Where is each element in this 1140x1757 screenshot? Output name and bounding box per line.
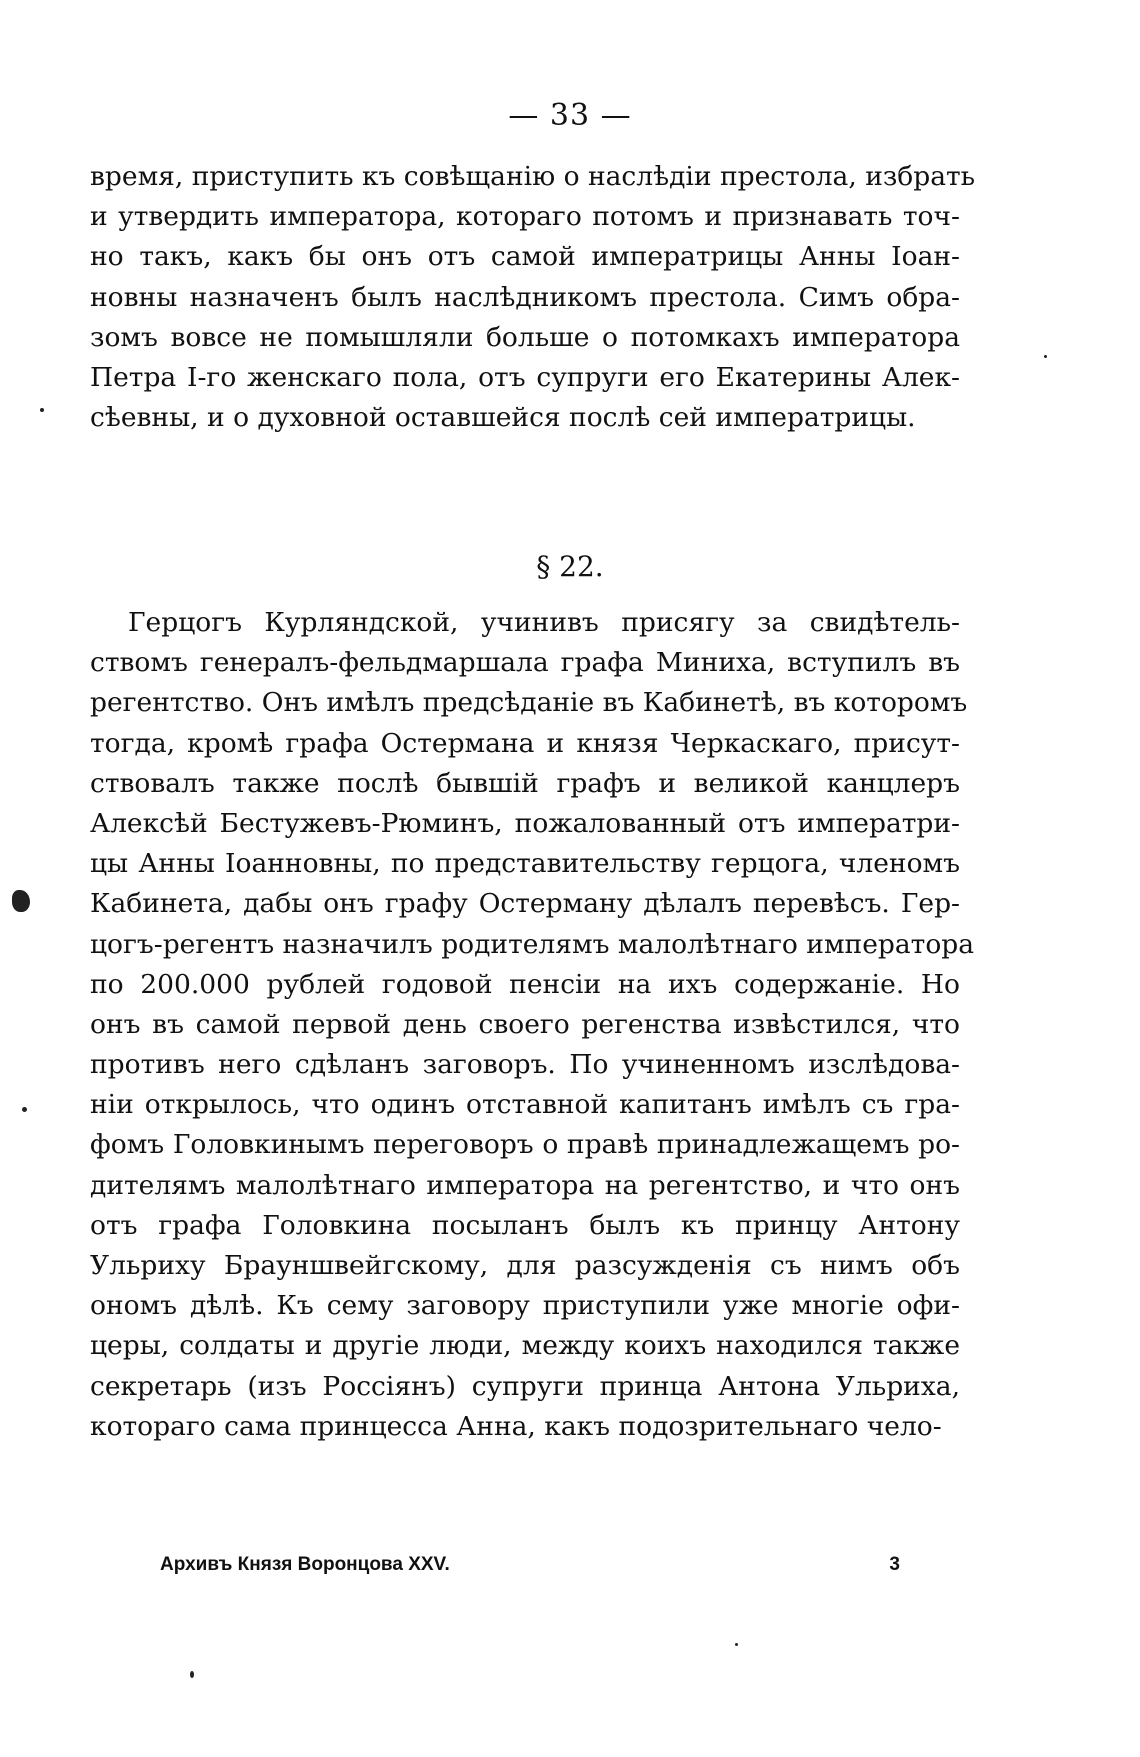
text-line: отъ графа Головкина посыланъ былъ къ принцу Антону: [90, 1209, 960, 1241]
text-line: ствовалъ также послѣ бывшій графъ и великой канцлеръ: [90, 767, 960, 799]
text-line: Кабинета, дабы онъ графу Остерману дѣлалъ перевѣсъ. Гер-: [90, 888, 960, 920]
section-heading: § 22.: [536, 550, 604, 583]
text-line: дителямъ малолѣтнаго императора на регентство, и что онъ: [90, 1169, 960, 1201]
text-line: цы Анны Іоанновны, по представительству герцога, членомъ: [90, 848, 960, 880]
text-line: Петра І-го женскаго пола, отъ супруги его Екатерины Алек-: [90, 361, 960, 393]
text-line: противъ него сдѣланъ заговоръ. По учиненномъ изслѣдова-: [90, 1049, 960, 1081]
text-line: онъ въ самой первой день своего регенства извѣстился, что: [90, 1008, 960, 1040]
text-line: регентство. Онъ имѣлъ предсѣданіе въ Кабинетѣ, въ которомъ: [90, 687, 968, 719]
text-line: ствомъ генералъ-фельдмаршала графа Миниха, вступилъ въ: [90, 647, 960, 679]
text-line: секретарь (изъ Россіянъ) супруги принца Антона Ульриха,: [90, 1370, 960, 1402]
text-line: Ульриху Брауншвейгскому, для разсужденія съ нимъ объ: [90, 1250, 960, 1281]
text-line: по 200.000 рублей годовой пенсіи на ихъ содержаніе. Но: [90, 968, 960, 1000]
scan-speck: [12, 890, 30, 912]
scan-speck: [1044, 355, 1047, 358]
text-line: фомъ Головкинымъ переговоръ о правѣ принадлежащемъ ро-: [90, 1129, 960, 1161]
page-number: — 33 —: [508, 98, 632, 133]
page-footer: [160, 1554, 900, 1576]
text-line: котораго сама принцесса Анна, какъ подозрительнаго чело-: [90, 1410, 942, 1442]
text-line: цогъ-регентъ назначилъ родителямъ малолѣтнаго императора: [90, 928, 975, 960]
text-line: церы, солдаты и другіе люди, между коихъ находился также: [90, 1330, 960, 1362]
scan-speck: [190, 1671, 194, 1678]
text-line: но такъ, какъ бы онъ отъ самой императрицы Анны Іоан-: [90, 241, 960, 273]
text-line: Алексѣй Бестужевъ-Рюминъ, пожалованный отъ императри-: [90, 807, 960, 839]
text-line: ніи открылось, что одинъ отставной капитанъ имѣлъ съ гра-: [90, 1089, 960, 1121]
text-line: зомъ вовсе не помышляли больше о потомкахъ императора: [90, 321, 960, 353]
paragraph-2: [90, 603, 975, 1447]
text-line: ономъ дѣлѣ. Къ сему заговору приступили уже многіе офи-: [90, 1290, 960, 1322]
scan-speck: [40, 408, 44, 412]
footer-signature: Архивъ Князя Воронцова XXV.: [160, 1554, 450, 1575]
text-line: сѣевны, и о духовной оставшейся послѣ сей императрицы.: [90, 402, 916, 434]
scan-speck: [22, 1107, 27, 1112]
text-line: новны назначенъ былъ наслѣдникомъ престола. Симъ обра-: [90, 281, 960, 313]
scan-speck: [735, 1643, 738, 1646]
text-line: тогда, кромѣ графа Остермана и князя Черкаскаго, присут-: [90, 727, 960, 759]
text-line: Герцогъ Курляндской, учинивъ присягу за свидѣтель-: [128, 607, 960, 638]
text-line: и утвердить императора, котораго потомъ и признавать точ-: [90, 201, 960, 233]
text-line: время, приступить къ совѣщанію о наслѣдіи престола, избрать: [90, 161, 976, 192]
paragraph-1: [90, 157, 976, 438]
footer-sheet-number: 3: [889, 1554, 900, 1575]
